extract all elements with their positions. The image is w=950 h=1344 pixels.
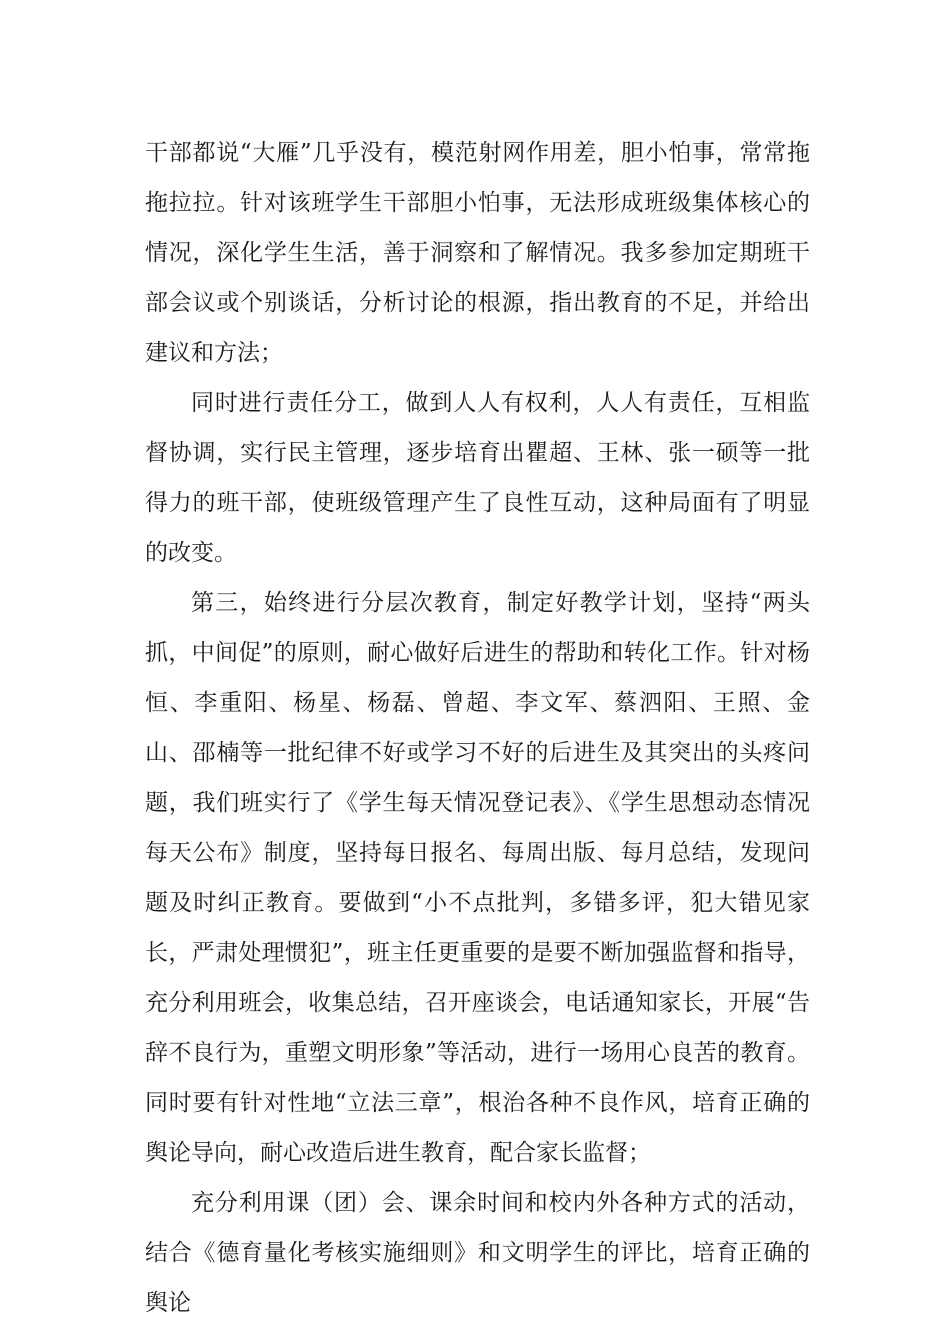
paragraph-2: 同时进行责任分工，做到人人有权利，人人有责任，互相监督协调，实行民主管理，逐步培育出瞿超、王林、张一硕等一批得力的班干部，使班级管理产生了良性互动，这种局面有了明显的改变。 bbox=[145, 390, 810, 566]
document-body bbox=[145, 128, 810, 1328]
paragraph-4: 充分利用课（团）会、课余时间和校内外各种方式的活动，结合《德育量化考核实施细则》和文明学生的评比，培育正确的舆论 bbox=[145, 1190, 810, 1316]
paragraph-3: 第三，始终进行分层次教育，制定好教学计划，坚持“两头抓，中间促”的原则，耐心做好后进生的帮助和转化工作。针对杨恒、李重阳、杨星、杨磊、曾超、李文军、蔡泗阳、王照、金山、邵楠等一批纪律不好或学习不好的后进生及其突出的头疼问题，我们班实行了《学生每天情况登记表》、《学生思想动态情况每天公布》制度，坚持每日报名、每周出版、每月总结，发现问题及时纠正教育。要做到“小不点批判，多错多评，犯大错见家长，严肃处理惯犯”，班主任更重要的是要不断加强监督和指导，充分利用班会，收集总结，召开座谈会，电话通知家长，开展“告辞不良行为，重塑文明形象”等活动，进行一场用心良苦的教育。同时要有针对性地“立法三章”，根治各种不良作风，培育正确的舆论导向，耐心改造后进生教育，配合家长监督； bbox=[145, 590, 810, 1166]
paragraph-1: 干部都说“大雁”几乎没有，模范射网作用差，胆小怕事，常常拖拖拉拉。针对该班学生干部胆小怕事，无法形成班级集体核心的情况，深化学生生活，善于洞察和了解情况。我多参加定期班干部会议或个别谈话，分析讨论的根源，指出教育的不足，并给出建议和方法； bbox=[145, 140, 810, 366]
